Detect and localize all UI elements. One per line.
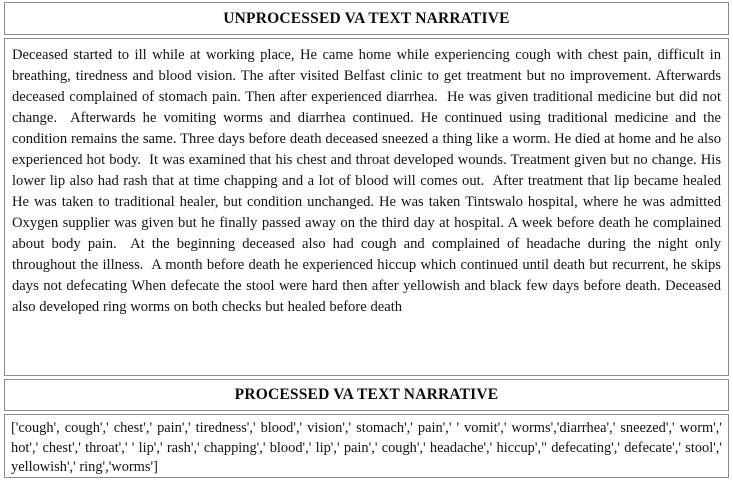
unprocessed-narrative-body: Deceased started to ill while at working place, He came home while experiencing cough with chest pain, difficult in breathing, tiredness and blood vision. The after visited Belfast clinic to get treatment but no improvement. Afterwards deceased complained of stomach pain. Then after experienced diarrhea. He was given traditional medicine but did not change. Afterwards he vomiting worms and diarrhea continued. He continued using traditional medicine and the condition remains the same. Three days before death deceased sneezed a thing like a worm. He died at home and he also experienced hot body. It was examined that his chest and throat developed wounds. Treatment given but no change. His lower lip also had rash that at time chapping and a lot of blood will comes out. After treatment that lip became healed He was taken to traditional healer, but condition unchanged. He was taken Tintswalo hospital, where he was admitted Oxygen supplier was given but he finally passed away on the third day at hospital. A week before death he complained about body pain. At the beginning deceased also had cough and complained of headache during the night only throughout the illness. A month before death he experienced hiccup which continued until death but recurrent, he skips days not defecating When defecate the stool were hard then after yellowish and black few days before death. Deceased also developed ring worms on both checks but healed before death bbox=[12, 47, 725, 315]
unprocessed-narrative-title: UNPROCESSED VA TEXT NARRATIVE bbox=[223, 9, 510, 27]
document-page bbox=[0, 2, 733, 489]
processed-narrative-header bbox=[4, 379, 729, 411]
unprocessed-narrative-panel bbox=[4, 38, 729, 376]
unprocessed-narrative-header bbox=[4, 2, 729, 35]
processed-token-list: ['cough', cough',' chest',' pain',' tiredness',' blood',' vision',' stomach',' pain',' ' vomit',' worms','diarrhea',' sneezed',' worm',' hot',' chest',' throat',' ' lip',' rash',' chapping',' blood',' lip',' pain',' cough',' headache',' hiccup'," defecating',' defecate',' stool',' yellowish',' ring','worms'] bbox=[11, 420, 722, 475]
processed-narrative-title: PROCESSED VA TEXT NARRATIVE bbox=[234, 386, 499, 403]
processed-narrative-panel bbox=[4, 414, 729, 478]
